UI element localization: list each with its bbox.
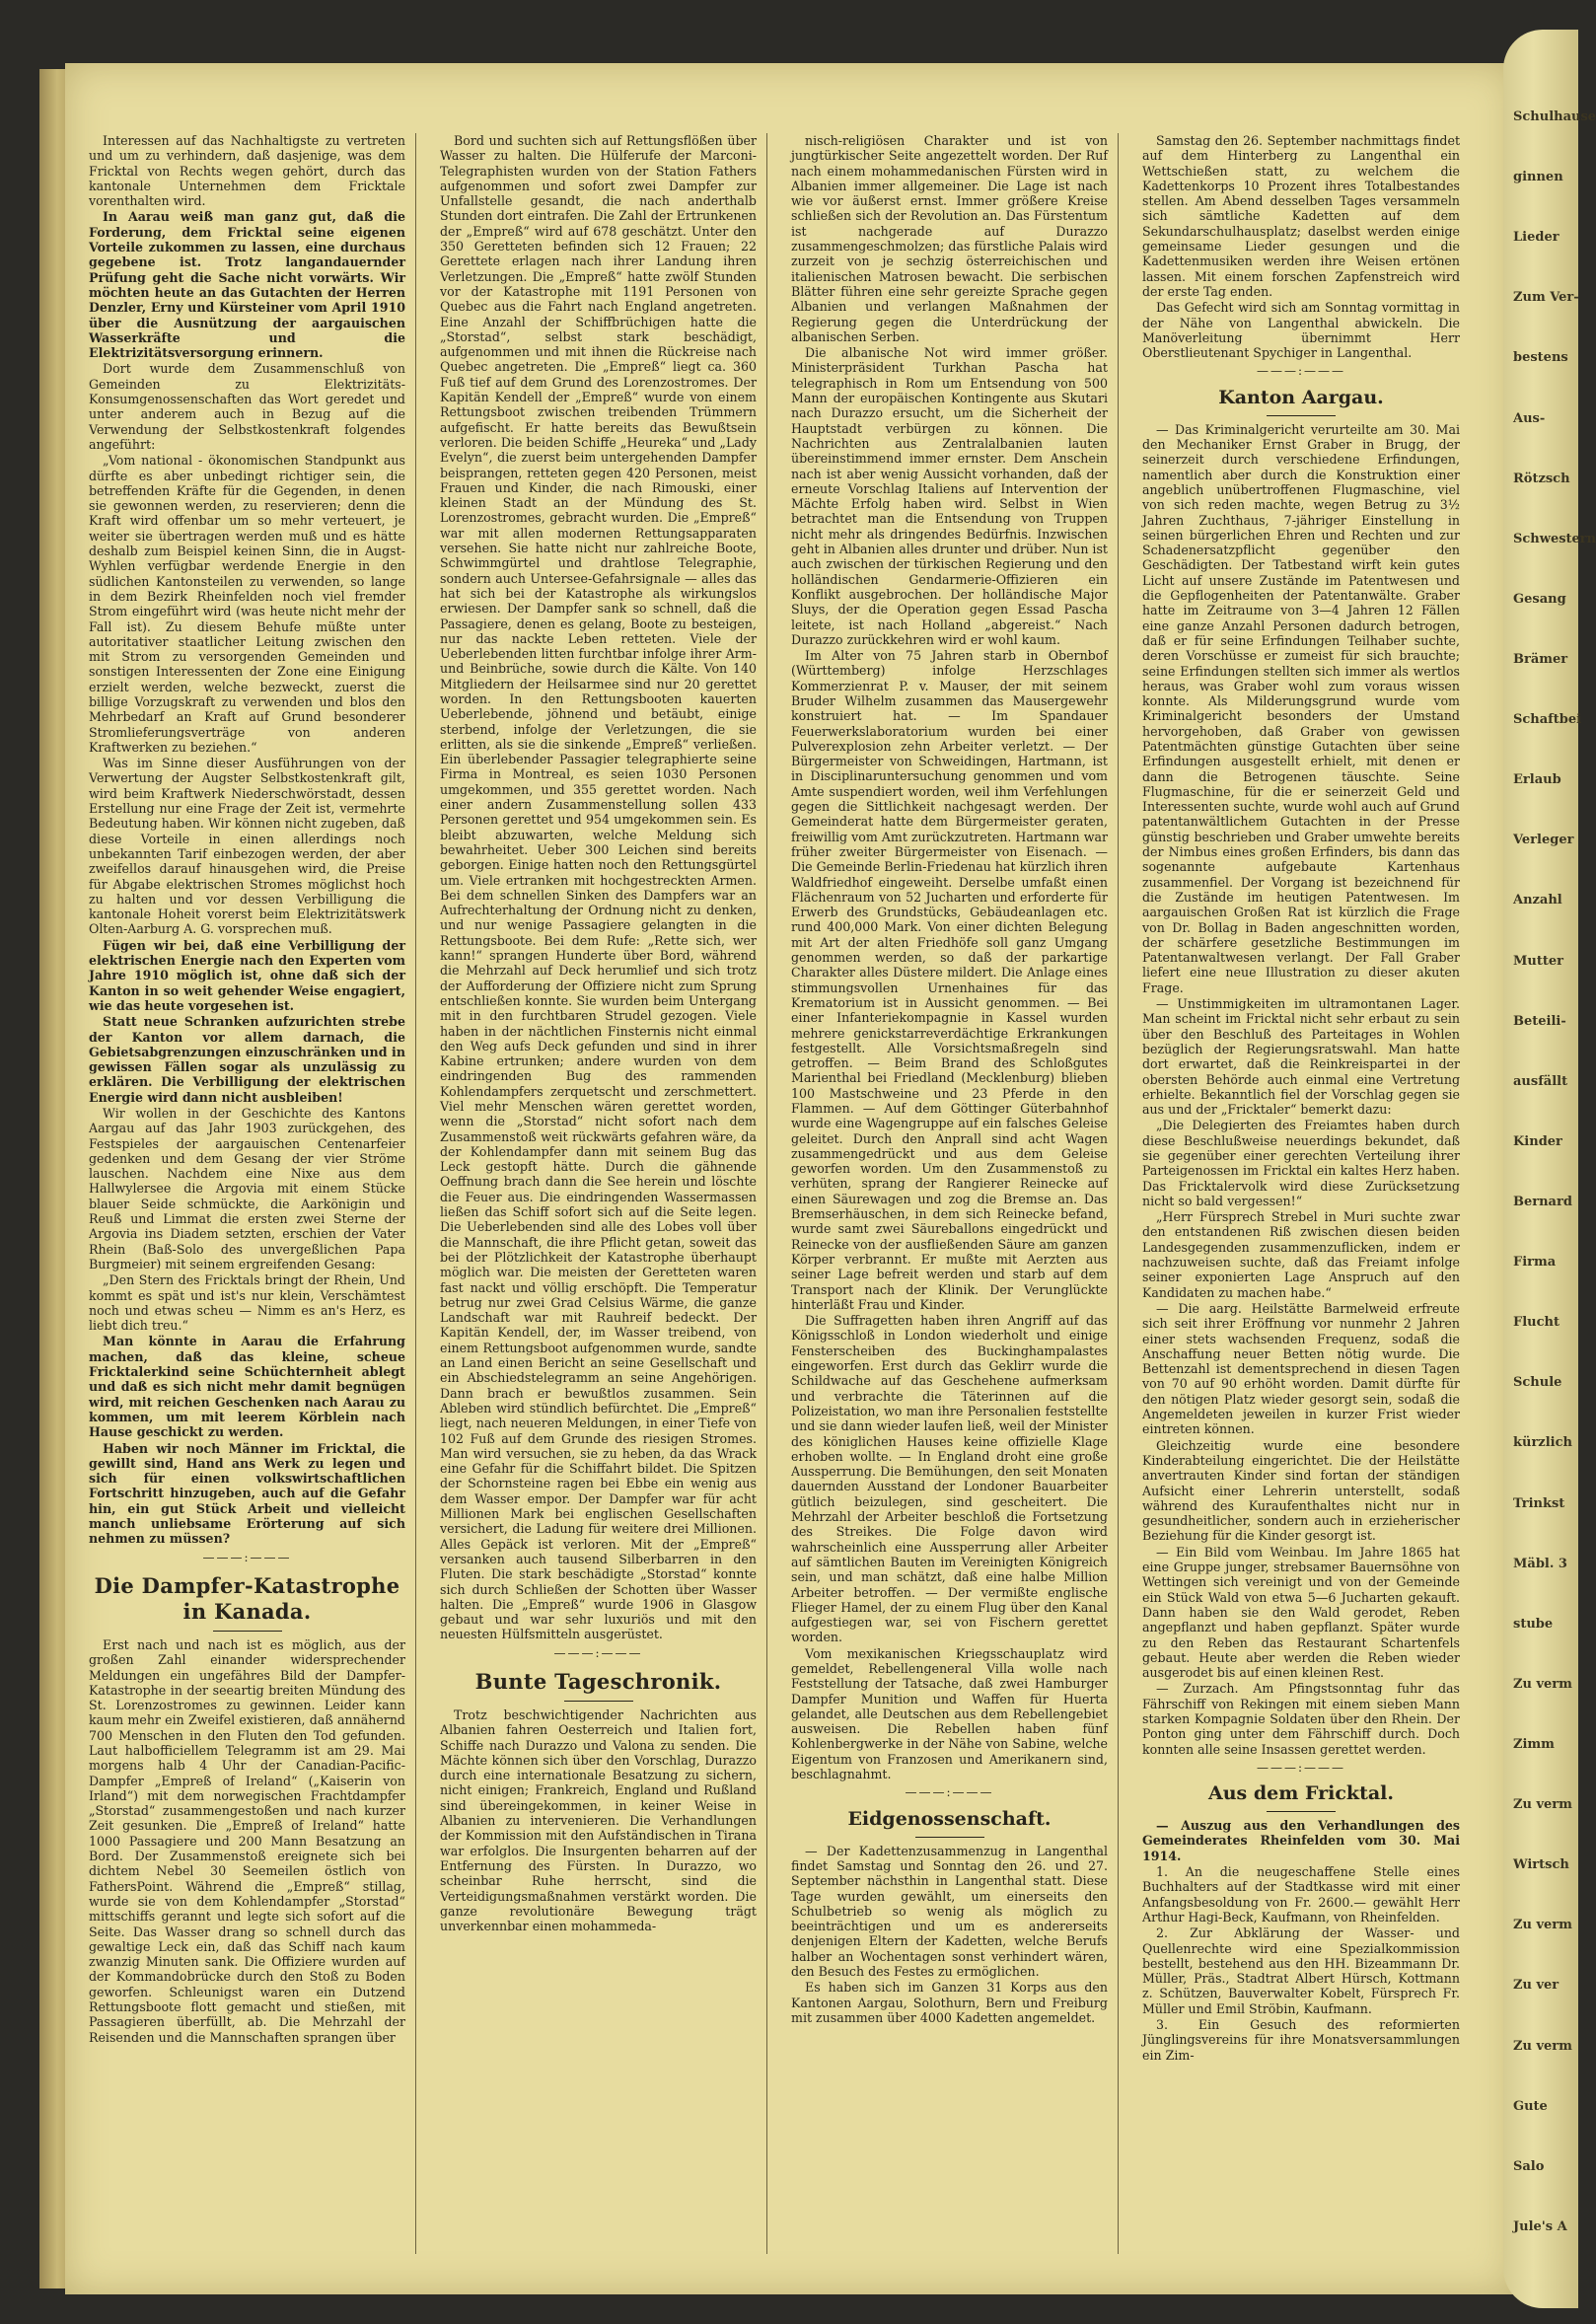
next-page-fragment: Zu verm: [1513, 2038, 1572, 2054]
next-page-fragment: Aus-: [1513, 410, 1546, 426]
paragraph: Die albanische Not wird immer größer. Ministerpräsident Turkhan Pascha hat telegraphisch in Rom um Entsendung von 500 Mann der europäischen Kontingente aus Skutari nach Durazzo ersucht, um die Sicherheit der Hauptstadt verbürgen zu können. Die Nachrichten aus Zentralalbanien lauten übereinstimmend immer ernster. Dem Anschein nach ist aber wenig Aussicht vorhanden, daß der erneute Vorschlag Italiens auf Intervention der Mächte Erfolg haben wird. Selbst in Wien betrachtet man die Entsendung von Truppen nicht mehr als dringendes Bedürfnis. Inzwischen geht in Albanien alles drunter und drüber. Nun ist auch zwischen der türkischen Regierung und den holländischen Gendarmerie-Offizieren ein Konflikt ausgebrochen. Der holländische Major Sluys, der die Operation gegen Essad Pascha leitete, ist nach Holland „abgereist.“ Nach Durazzo zurückkehren wird er wohl kaum.: [791, 345, 1108, 647]
heading-rule: [1267, 415, 1336, 416]
paragraph: Die Suffragetten haben ihren Angriff auf das Königsschloß in London wiederholt und einige Fensterscheiben des Buckinghampalastes eingeworfen. Erst durch das Geklirr wurde die Schildwache auf das Geschehene aufmerksam und verbrachte die Täterinnen auf die Polizeistation, wo man ihre Personalien feststellte und sie dann wieder laufen ließ, weil der Minister des königlichen Hauses keine offizielle Klage erhoben wollte. — In England droht eine große Aussperrung. Die Bemühungen, den seit Monaten dauernden Ausstand der Londoner Bauarbeiter gütlich beizulegen, sind gescheitert. Die Mehrzahl der Arbeiter beschloß die Fortsetzung des Streikes. Die Folge davon wird wahrscheinlich eine Aussperrung aller Arbeiter auf sämtlichen Bauten im Vereinigten Königreich sein, und man schätzt, daß eine halbe Million Arbeiter betroffen. — Der vermißte englische Flieger Hamel, der zu einem Flug über den Kanal aufgestiegen war, sei von Fischern gerettet worden.: [791, 1313, 1108, 1645]
next-page-fragment: Mäbl. 3: [1513, 1556, 1567, 1571]
column-2: [440, 133, 767, 2254]
article-heading-fricktal: Aus dem Fricktal.: [1208, 1782, 1394, 1805]
article-heading-kanton-aargau: Kanton Aargau.: [1218, 386, 1384, 408]
column-1: [89, 133, 416, 2254]
paragraph: Trotz beschwichtigender Nachrichten aus Albanien fahren Oesterreich und Italien fort, Schiffe nach Durazzo und Valona zu senden. Die Mächte können sich über den Vorschlag, Durazzo durch eine internationale Besatzung zu sichern, nicht einigen; Frankreich, England und Rußland sind übereingekommen, in keiner Weise in Albanien zu intervenieren. Die Verhandlungen der Kommission mit den Aufständischen in Tirana war erfolglos. Die Insurgenten beharren auf der Entfernung des Fürsten. In Durazzo, wo scheinbar Ruhe herrscht, sind die Verteidigungsmaßnahmen verstärkt worden. Die ganze revolutionäre Bewegung trägt unverkennbar einen mohammeda-: [440, 1707, 757, 1934]
paragraph: Im Alter von 75 Jahren starb in Obernbof (Württemberg) infolge Herzschlages Kommerzienrat P. v. Mauser, der mit seinem Bruder Wilhelm zusammen das Mausergewehr konstruiert hat. — Im Spandauer Feuerwerkslaboratorium wurden bei einer Pulverexplosion zehn Arbeiter verletzt. — Der Bürgermeister von Schweidingen, Hartmann, ist in Disciplinaruntersuchung genommen und vom Amte suspendiert worden, weil ihm Verfehlungen gegen die Sittlichkeit nachgesagt werden. Der Gemeinderat hatte dem Bürgermeister geraten, freiwillig vom Amt zurückzutreten. Hartmann war früher zweiter Bürgermeister von Eisenach. — Die Gemeinde Berlin-Friedenau hat kürzlich ihren Waldfriedhof eingeweiht. Derselbe umfaßt einen Flächenraum von 52 Jucharten und erforderte für Erwerb des Grundstücks, Gebäudeanlagen etc. rund 400,000 Mark. Von einer dichten Belegung mit Art der alten Friedhöfe soll ganz Umgang genommen werden, so daß der parkartige Charakter alles Düstere mildert. Die Anlage eines stimmungsvollen Urnenhaines für das Krematorium ist in Aussicht genommen. — Bei einer Infanteriekompagnie in Kassel wurden mehrere genickstarreverdächtige Erkrankungen festgestellt. Alle Vorsichtsmaßregeln sind getroffen. — Beim Brand des Schloßgutes Marienthal bei Friedland (Mecklenburg) blieben 100 Mastschweine und 23 Pferde in den Flammen. — Auf dem Göttinger Güterbahnhof wurde eine Wagengruppe auf ein falsches Geleise geleitet. Durch den Anprall sind acht Wagen zusammengedrückt und aus dem Geleise geworfen worden. Um den Zusammenstoß zu verhüten, sprang der Rangierer Reinecke auf einen Säurewagen und zog die Bremse an. Das Bremserhäuschen, in dem sich Reinecke befand, wurde samt zwei Säureballons eingedrückt und Reinecke von der ausfließenden Säure am ganzen Körper verbrannt. Er mußte mit Aerzten aus seiner Lage befreit werden und starb auf dem Transport nach der Klinik. Der Verunglückte hinterläßt Frau und Kinder.: [791, 648, 1108, 1312]
quote-paragraph: „Die Delegierten des Freiamtes haben durch diese Beschlußweise neuerdings bekundet, daß sie gegenüber einer gerechten Verteilung ihrer Parteigenossen im Fricktal ein kaltes Herz haben. Das Fricktalervolk wird diese Zurücksetzung nicht so bald vergessen!“: [1142, 1118, 1460, 1208]
next-page-fragment: kürzlich: [1513, 1435, 1572, 1451]
paragraph: Das Gefecht wird sich am Sonntag vormittag in der Nähe von Langenthal abwickeln. Die Manöverleitung übernimmt Herr Oberstlieutenant Spychiger in Langenthal.: [1142, 300, 1460, 361]
section-divider: ———:———: [1256, 1760, 1346, 1775]
next-page-fragment: Gesang: [1513, 591, 1566, 607]
quote-paragraph: „Herr Fürsprech Strebel in Muri suchte zwar den entstandenen Riß zwischen diesen beiden Landesgegenden zusammenzuflicken, indem er nachzuweisen suchte, daß das Freiamt infolge seiner exponierten Lage Anspruch auf den Kandidaten zu machen habe.“: [1142, 1209, 1460, 1300]
newspaper-columns: [89, 133, 1470, 2254]
next-page-fragment: ausfällt: [1513, 1073, 1568, 1089]
next-page-fragment: Trinkst: [1513, 1495, 1565, 1511]
next-page-fragment: Zimm: [1513, 1737, 1555, 1752]
next-page-fragment: Wirtsch: [1513, 1857, 1569, 1873]
section-divider: ———:———: [202, 1550, 292, 1564]
next-page-fragment: Schulhause: [1513, 109, 1596, 124]
next-page-fragment: Zum Ver-: [1513, 290, 1579, 306]
paragraph: 2. Zur Abklärung der Wasser- und Quellenrechte wird eine Spezialkommission bestellt, bestehend aus den HH. Bizeammann Dr. Müller, Präs., Stadtrat Albert Hürsch, Kottmann z. Schützen, Bauverwalter Kobelt, Fürsprech Fr. Müller und Emil Ströbin, Kaufmann.: [1142, 1925, 1460, 2016]
next-page-fragment: ginnen: [1513, 170, 1563, 185]
next-page-fragment: Mutter: [1513, 953, 1563, 969]
next-page-fragment: Beteili-: [1513, 1013, 1566, 1029]
next-page-fragment: Schwestern: [1513, 531, 1596, 546]
next-page-fragment: Anzahl: [1513, 893, 1562, 908]
section-divider: ———:———: [905, 1785, 994, 1800]
next-page-fragment: Flucht: [1513, 1315, 1560, 1331]
verse-quote: „Den Stern des Fricktals bringt der Rhein, Und kommt es spät und ist's nur klein, Verschämtest noch und etwas scheu — Nimm es an's Herz, es liebt dich treu.“: [89, 1272, 405, 1334]
paragraph: Gleichzeitig wurde eine besondere Kinderabteilung eingerichtet. Die der Heilstätte anvertrauten Kinder sind fortan der ständigen Aufsicht einer Lehrerin unterstellt, sodaß während des Kuraufenthaltes nicht nur in gesundheitlicher, sondern auch in erzieherischer Beziehung für die Kinder gesorgt ist.: [1142, 1437, 1460, 1544]
next-page-fragment: Zu verm: [1513, 1918, 1572, 1933]
paragraph: Was im Sinne dieser Ausführungen von der Verwertung der Augster Selbstkostenkraft gilt, wird beim Kraftwerk Niederschwörstadt, dessen Erstellung nur eine Frage der Zeit ist, vermehrte Bedeutung haben. Wir können nicht zugeben, daß diese Vorteile in einen allerdings noch unbekannten Tarif einbezogen werden, der aber zweifellos darauf hinausgehen wird, die Preise für Abgabe elektrischen Stromes möglichst hoch zu halten und vor dessen Verbilligung die kantonale Hoheit vorerst beim Elektrizitätswerk Olten-Aarburg A. G. vorsprechen muß.: [89, 756, 405, 937]
next-page-fragment: Erlaub: [1513, 772, 1561, 788]
section-divider: ———:———: [1256, 364, 1346, 379]
paragraph: Interessen auf das Nachhaltigste zu vertreten und um zu verhindern, daß dasjenige, was dem Fricktal von Rechts wegen gehört, durch das kantonale Unternehmen dem Fricktale vorenthalten wird.: [89, 133, 405, 209]
paragraph-emphasis: — Auszug aus den Verhandlungen des Gemeinderates Rheinfelden vom 30. Mai 1914.: [1142, 1818, 1460, 1863]
paragraph: — Zurzach. Am Pfingstsonntag fuhr das Fährschiff von Rekingen mit einem sieben Mann starken Kompagnie Soldaten über den Rhein. Der Ponton ging unter dem Fährschiff durch. Doch konnten alle seine Insassen gerettet werden.: [1142, 1681, 1460, 1757]
next-page-fragment: bestens: [1513, 350, 1568, 366]
article-heading-tageschronik: Bunte Tageschronik.: [474, 1668, 722, 1694]
next-page-fragment: Firma: [1513, 1255, 1557, 1271]
paragraph: Bord und suchten sich auf Rettungsflößen über Wasser zu halten. Die Hülferufe der Marconi-Telegraphisten wurden von der Station Fathers aufgenommen und sofort zwei Dampfer zur Unfallstelle gesandt, die nach anderthalb Stunden dort eintrafen. Die Zahl der Ertrunkenen der „Empreß“ wird auf 678 geschätzt. Unter den 350 Geretteten befinden sich 12 Frauen; 22 Gerettete erlagen nach ihrer Landung ihren Verletzungen. Die „Empreß“ hatte zwölf Stunden vor der Katastrophe mit 1191 Personen von Quebec aus die Fahrt nach England angetreten. Eine Anzahl der Schiffbrüchigen hatte die „Storstad“, selbst stark beschädigt, aufgenommen und mit ihnen die Rückreise nach Quebec angetreten. Die „Empreß“ liegt ca. 360 Fuß tief auf dem Grund des Lorenzostromes. Der Kapitän Kendell der „Empreß“ wurde von einem Rettungsboot zwischen treibenden Trümmern aufgefischt. Er hatte bereits das Bewußtsein verloren. Die beiden Schiffe „Heureka“ und „Lady Evelyn“, die zuerst beim untergehenden Dampfer beisprangen, retteten gegen 420 Personen, meist Frauen und Kinder, die nach Rimouski, einer kleinen Stadt an der Mündung des St. Lorenzostromes, gebracht wurden. Die „Empreß“ war mit allen modernen Rettungsapparaten versehen. Sie hatte nicht nur zahlreiche Boote, Schwimmgürtel und drahtlose Telegraphie, sondern auch Untersee-Gefahrsignale — alles das hat sich bei der Katastrophe als wirkungslos erwiesen. Der Dampfer sank so schnell, daß die Passagiere, denen es gelang, Boote zu besteigen, nur das nackte Leben retteten. Viele der Ueberlebenden litten furchtbar infolge ihrer Arm- und Beinbrüche, sowie durch die Kälte. Von 140 Mitgliedern der Heilsarmee sind nur 20 gerettet worden. In den Rettungsbooten kauerten Ueberlebende, jöhnend und betäubt, einige sterbend, infolge der Verletzungen, die sie erlitten, als sie die sinkende „Empreß“ verließen. Ein überlebender Passagier telegraphierte seine Firma in Montreal, es seien 1030 Personen umgekommen, und 355 gerettet worden. Nach einer andern Zusammenstellung sollen 433 Personen gerettet und 954 umgekommen sein. Es bleibt abzuwarten, welche Meldung sich bewahrheitet. Ueber 300 Leichen sind bereits geborgen. Einige hatten noch den Rettungsgürtel um. Viele ertranken mit hochgestreckten Armen. Bei dem schnellen Sinken des Dampfers war an Aufrechterhaltung der Ordnung nicht zu denken, und nur wenige Passagiere gelangten in die Rettungsboote. Bei dem Rufe: „Rette sich, wer kann!“ sprangen Hunderte über Bord, während die Mehrzahl auf Deck herumlief und sich trotz der Aufforderung der Offiziere nicht zum Sprung entschließen konnte. Sie wurden beim Untergang mit in den furchtbaren Strudel gezogen. Viele haben in der nächtlichen Finsternis nicht einmal den Weg aufs Deck gefunden und sind in ihrer Kabine ertrunken; andere wurden von dem eindringenden Bug des rammenden Kohlendampfers zerquetscht und zerschmettert. Viel mehr Menschen wären gerettet worden, wenn die „Storstad“ nicht sofort nach dem Zusammenstoß weit rückwärts gefahren wäre, da der Kohlendampfer dann mit seinem Bug das Leck gestopft hätte. Durch die gähnende Oeffnung brach dann die See herein und löschte die Feuer aus. Die eindringenden Wassermassen ließen das Schiff sofort sich auf die Seite legen. Die Ueberlebenden sind alle des Lobes voll über die Mannschaft, die ihre Pflicht getan, soweit das bei der Plötzlichkeit der Katastrophe überhaupt möglich war. Die meisten der Geretteten waren fast nackt und völlig erschöpft. Die Temperatur betrug nur zwei Grad Celsius Wärme, die ganze Landschaft war mit Rauhreif bedeckt. Der Kapitän Kendell, der, im Wasser treibend, von einem Rettungsboot aufgenommen wurde, sandte an Land einen Bericht an seine Gesellschaft und ein Abschiedstelegramm an seine Angehörigen. Dann brach er bewußtlos zusammen. Sein Ableben wird stündlich befürchtet. Die „Empreß“ liegt, nach neueren Meldungen, in einer Tiefe von 102 Fuß auf dem Grunde des riesigen Stromes. Man wird versuchen, sie zu heben, da das Wrack eine Gefahr für die Schiffahrt bildet. Die Spitzen der Schornsteine ragen bei Ebbe ein wenig aus dem Wasser empor. Der Dampfer war für acht Millionen Mark bei englischen Gesellschaften versichert, die Ladung für weitere drei Millionen. Alles Gepäck ist verloren. Mit der „Empreß“ versanken auch tausend Silberbarren in den Fluten. Die stark beschädigte „Storstad“ konnte sich durch Schließen der Schotten über Wasser halten. Die „Empreß“ wurde 1906 in Glasgow gebaut und war sehr luxuriös und mit den neuesten Hülfsmitteln ausgerüstet.: [440, 133, 757, 1642]
section-divider: ———:———: [553, 1645, 643, 1660]
next-page-fragment: Lieder: [1513, 230, 1560, 246]
paragraph: Es haben sich im Ganzen 31 Korps aus den Kantonen Aargau, Solothurn, Bern und Freiburg mit zusammen über 4000 Kadetten angemeldet.: [791, 1980, 1108, 2025]
paragraph-emphasis: Statt neue Schranken aufzurichten strebe der Kanton vor allem darnach, die Gebietsabgrenzungen einzuschränken und in gewissen Fällen sogar als unzulässig zu erklären. Die Verbilligung der elektrischen Energie wird dann nicht ausbleiben!: [89, 1014, 405, 1105]
next-page-fragment: Zu verm: [1513, 1676, 1572, 1692]
paragraph: — Der Kadettenzusammenzug in Langenthal findet Samstag und Sonntag den 26. und 27. September nächsthin in Langenthal statt. Diese Tage wurden gewählt, um einerseits den Schulbetrieb so wenig als möglich zu beeinträchtigen und um es andererseits denjenigen Eltern der Kadetten, welche Berufs halber an Wochentagen sonst verhindert wären, den Besuch des Festes zu ermöglichen.: [791, 1843, 1108, 1980]
next-page-fragment: Rötzsch: [1513, 471, 1570, 486]
article-heading-dampfer: Die Dampfer-Katastrophe in Kanada.: [94, 1572, 400, 1624]
paragraph: Wir wollen in der Geschichte des Kantons Aargau auf das Jahr 1903 zurückgehen, des Festspieles der aargauischen Centenarfeier gedenken und dem Gesang der vier Ströme lauschen. Nachdem eine Nixe aus dem Hallwylersee die Argovia mit einem Stücke blauer Seide schmückte, die Aarkönigin und Reuß und Limmat die ersten zwei Sterne der Argovia ins Diadem setzten, erschien der Vater Rhein (Baß-Solo des unvergeßlichen Papa Burgmeier) mit seinem ergreifenden Gesang:: [89, 1106, 405, 1271]
paragraph: Erst nach und nach ist es möglich, aus der großen Zahl einander widersprechender Meldungen ein ungefähres Bild der Dampfer-Katastrophe in der seeartig breiten Mündung des St. Lorenzostromes zu gewinnen. Leider kann kaum mehr ein Zweifel existieren, daß annähernd 700 Menschen in den Fluten den Tod gefunden. Laut halbofficiellem Telegramm ist am 29. Mai morgens halb 4 Uhr der Canadian-Pacific-Dampfer „Empreß of Ireland“ („Kaiserin von Irland“) mit dem norwegischen Frachtdampfer „Storstad“ zusammengestoßen und nach kurzer Zeit gesunken. Die „Empreß of Ireland“ hatte 1000 Passagiere und 200 Mann Besatzung an Bord. Der Zusammenstoß ereignete sich bei dichtem Nebel 30 Seemeilen östlich von FathersPoint. Während die „Empreß“ stillag, wurde sie von dem Kohlendampfer „Storstad“ mittschiffs gerannt und legte sich sofort auf die Seite. Das Wasser drang so schnell durch das gewaltige Leck ein, daß das Schiff nach kaum zwanzig Minuten sank. Die Offiziere wurden auf der Kommandobrücke durch den Stoß zu Boden geworfen. Schleunigst waren ein Dutzend Rettungsboote flott gemacht und stießen, mit Passagieren überfüllt, ab. Die Mehrzahl der Reisenden und die Mannschaften sprangen über: [89, 1636, 405, 2045]
paragraph: — Das Kriminalgericht verurteilte am 30. Mai den Mechaniker Ernst Graber in Brugg, der seinerzeit durch verschiedene Erfindungen, namentlich aber durch die Konstruktion einer angeblich unübertroffenen Flugmaschine, viel von sich reden machte, wegen Betrug zu 3½ Jahren Zuchthaus, 7-jähriger Einstellung in seinen bürgerlichen Ehren und Rechten und zur Schadenersatzpflicht gegenüber den Geschädigten. Der Tatbestand wirft kein gutes Licht auf unsere Zustände im Patentwesen und die Gepflogenheiten der Patentanwälte. Graber hatte im Zeitraume von 3—4 Jahren 12 Fällen eine ganze Anzahl Personen dadurch betrogen, daß er für seine Erfindungen Teilhaber suchte, deren Vorschüsse er zumeist für sich brauchte; seine Erfindungen stellten sich immer als wertlos heraus, was Graber wohl zum voraus wissen konnte. Als Milderungsgrund wurde vom Kriminalgericht besonders der Umstand hervorgehoben, daß Graber von gewissen Patentmächten günstige Gutachten über seine Erfindungen ausgestellt erhielt, mit denen er dann die Betrogenen täuschte. Seine Flugmaschine, für die er seinerzeit Geld und Interessenten suchte, wurde wohl auch auf Grund patentanwältlichem Gutachten in der Presse günstig beschrieben und Graber umwehte bereits der Nimbus eines großen Erfinders, bis dann das sogenannte aufgebaute Kartenhaus zusammenfiel. Der Vorgang ist bezeichnend für die Zustände im heutigen Patentwesen. Im aargauischen Großen Rat ist kürzlich die Frage von Dr. Bollag in Baden angeschnitten worden, der schärfere gesetzliche Bestimmungen im Patentanwaltwesen verlangt. Der Fall Graber liefert eine neue Illustration zu dieser akuten Frage.: [1142, 421, 1460, 995]
next-page-fragment: Gute: [1513, 2098, 1548, 2114]
paragraph: 1. An die neugeschaffene Stelle eines Buchhalters auf der Stadtkasse wird mit einer Anfangsbesoldung von Fr. 2600.— gewählt Herr Arthur Hagi-Beck, Kaufmann, von Rheinfelden.: [1142, 1864, 1460, 1925]
next-page-fragment: Verleger: [1513, 833, 1574, 848]
heading-rule: [213, 1631, 282, 1632]
quote-paragraph: „Vom national - ökonomischen Standpunkt aus dürfte es aber unbedingt richtiger sein, die betreffenden Kräfte für die Gegenden, in denen sie gewonnen werden, zu reservieren; denn die Kraft wird offenbar um so mehr verteuert, je weiter sie übertragen werden muß und es hätte deshalb zum Beispiel keinen Sinn, die in Augst-Wyhlen verfügbar werdende Energie in den südlichen Kantonsteilen zu verwenden, so lange in dem Bezirk Rheinfelden noch viel fremder Strom eingeführt wird (was heute nicht mehr der Fall ist). Zu diesem Behufe müßte unter autoritativer staatlicher Leitung zwischen den mit Strom zu versorgenden Gemeinden und sonstigen Interessenten der Zone eine Einigung erzielt werden, welche bezweckt, zuerst die billige Vorzugskraft zu verwenden und blos den Mehrbedarf an Kraft auf Grund besonderer Stromlieferungsverträge von anderen Kraftwerken zu beziehen.“: [89, 453, 405, 755]
article-heading-eidgenossenschaft: Eidgenossenschaft.: [847, 1807, 1052, 1830]
heading-rule: [1267, 1811, 1336, 1812]
next-page-fragment: Zu verm: [1513, 1797, 1572, 1813]
next-page-fragment: Brämer: [1513, 652, 1568, 667]
paragraph-emphasis: In Aarau weiß man ganz gut, daß die Forderung, dem Fricktal seine eigenen Vorteile zukommen zu lassen, eine durchaus gegebene ist. Trotz langandauernder Prüfung geht die Sache nicht vorwärts. Wir möchten heute an das Gutachten der Herren Denzler, Erny und Kürsteiner vom April 1910 über die Ausnützung der aargauischen Wasserkräfte und die Elektrizitätsversorgung erinnern.: [89, 209, 405, 361]
paragraph: Vom mexikanischen Kriegsschauplatz wird gemeldet, Rebellengeneral Villa wolle nach Feststellung der Tatsache, daß zwei Hamburger Dampfer Munition und Waffen für Huerta gelandet, alle Deutschen aus dem Rebellengebiet ausweisen. Die Rebellen haben fünf Kohlenbergwerke in der Nähe von Sabine, welche Eigentum von Franzosen und Amerikanern sind, beschlagnahmt.: [791, 1645, 1108, 1782]
next-page-fragment: stube: [1513, 1616, 1554, 1632]
next-page-fragment: Bernard: [1513, 1195, 1572, 1209]
column-4: [1142, 133, 1470, 2254]
column-3: [791, 133, 1119, 2254]
paragraph: 3. Ein Gesuch des reformierten Jünglingsvereins für ihre Monatsversammlungen ein Zim-: [1142, 2017, 1460, 2063]
next-page-fragment: Zu ver: [1513, 1978, 1560, 1994]
paragraph-emphasis: Haben wir noch Männer im Fricktal, die gewillt sind, Hand ans Werk zu legen und sich für einen volkswirtschaftlichen Fortschritt hinzugeben, auch auf die Gefahr hin, ein gut Stück Arbeit und vielleicht manch unliebsame Erörterung auf sich nehmen zu müssen?: [89, 1440, 405, 1547]
next-page-fragment: Jule's A: [1513, 2218, 1567, 2234]
paragraph: nisch-religiösen Charakter und ist von jungtürkischer Seite angezettelt worden. Der Ruf nach einem mohammedanischen Fürsten wird in Albanien immer allgemeiner. Die Lage ist nach wie vor äußerst ernst. Immer größere Kreise schließen sich der Revolution an. Das Fürstentum ist nachgerade auf Durazzo zusammengeschmolzen; das fürstliche Palais wird zurzeit von je sechzig österreichischen und italienischen Matrosen bewacht. Die serbischen Blätter führen eine sehr gereizte Sprache gegen Albanien und verlangen Maßnahmen der Regierung gegen die Unterdrückung der albanischen Serben.: [791, 133, 1108, 344]
next-page-fragment: Schule: [1513, 1375, 1562, 1391]
next-page-fragment: Salo: [1513, 2158, 1545, 2174]
paragraph: — Die aarg. Heilstätte Barmelweid erfreute sich seit ihrer Eröffnung vor nunmehr 2 Jahren einer stets wachsenden Frequenz, sodaß die Anschaffung neuer Betten nötig wurde. Die Bettenzahl ist dementsprechend in diesen Tagen von 70 auf 90 erhöht worden. Damit dürfte für den nötigen Platz wieder gesorgt sein, sodaß die Angemeldeten jeweilen in kurzer Frist wieder eintreten können.: [1142, 1300, 1460, 1437]
paragraph: Samstag den 26. September nachmittags findet auf dem Hinterberg zu Langenthal ein Wettschießen statt, zu welchem die Kadettenkorps 10 Prozent ihres Totalbestandes stellen. Am Abend desselben Tages versammeln sich sämtliche Kadetten auf dem Sekundarschulhausplatz; daselbst werden einige gemeinsame Lieder gesungen und die Kadettenmusiken werden ihre Weisen ertönen lassen. Mit einem forschen Zapfenstreich wird der erste Tag enden.: [1142, 133, 1460, 299]
paragraph: Dort wurde dem Zusammenschluß von Gemeinden zu Elektrizitäts-Konsumgenossenschaften das Wort geredet und unter anderem auch in Bezug auf die Verwendung der Selbstkostenkraft folgendes angeführt:: [89, 361, 405, 452]
paragraph-emphasis: Fügen wir bei, daß eine Verbilligung der elektrischen Energie nach den Experten vom Jahre 1910 möglich ist, ohne daß sich der Kanton in so weit gehender Weise engagiert, wie das heute vorgesehen ist.: [89, 937, 405, 1013]
heading-rule: [915, 1837, 984, 1838]
next-page-sliver: [1503, 30, 1596, 2308]
next-page-fragment: Schaftbei: [1513, 712, 1582, 728]
next-page-fragment: Kinder: [1513, 1133, 1562, 1149]
paragraph: — Ein Bild vom Weinbau. Im Jahre 1865 hat eine Gruppe junger, strebsamer Bauernsöhne von Wettingen sich vereinigt und von der Gemeinde ein Stück Wald von etwa 5—6 Jucharten gekauft. Dann haben sie den Wald gerodet, Reben angepflanzt und haben gepflanzt. Später wurde zu den Reben das Restaurant Schartenfels gebaut. Heute aber werden die Reben wieder ausgerodet bis auf einen kleinen Rest.: [1142, 1544, 1460, 1681]
paragraph: — Unstimmigkeiten im ultramontanen Lager. Man scheint im Fricktal nicht sehr erbaut zu sein über den Beschluß des Parteitages in Wohlen bezüglich der Regierungsratswahl. Man hatte dort erwartet, daß die Reinkreispartei in der obersten Behörde auch einmal eine Vertretung erhielte. Bekanntlich fiel der Vorschlag gegen sie aus und der „Fricktaler“ bemerkt dazu:: [1142, 996, 1460, 1118]
paragraph-emphasis: Man könnte in Aarau die Erfahrung machen, daß das kleine, scheue Fricktalerkind seine Schüchternheit ablegt und daß es sich nicht mehr damit begnügen wird, mit reichen Geschenken nach Aarau zu kommen, um mit leerem Körblein nach Hause geschickt zu werden.: [89, 1334, 405, 1440]
heading-rule: [564, 1701, 633, 1702]
